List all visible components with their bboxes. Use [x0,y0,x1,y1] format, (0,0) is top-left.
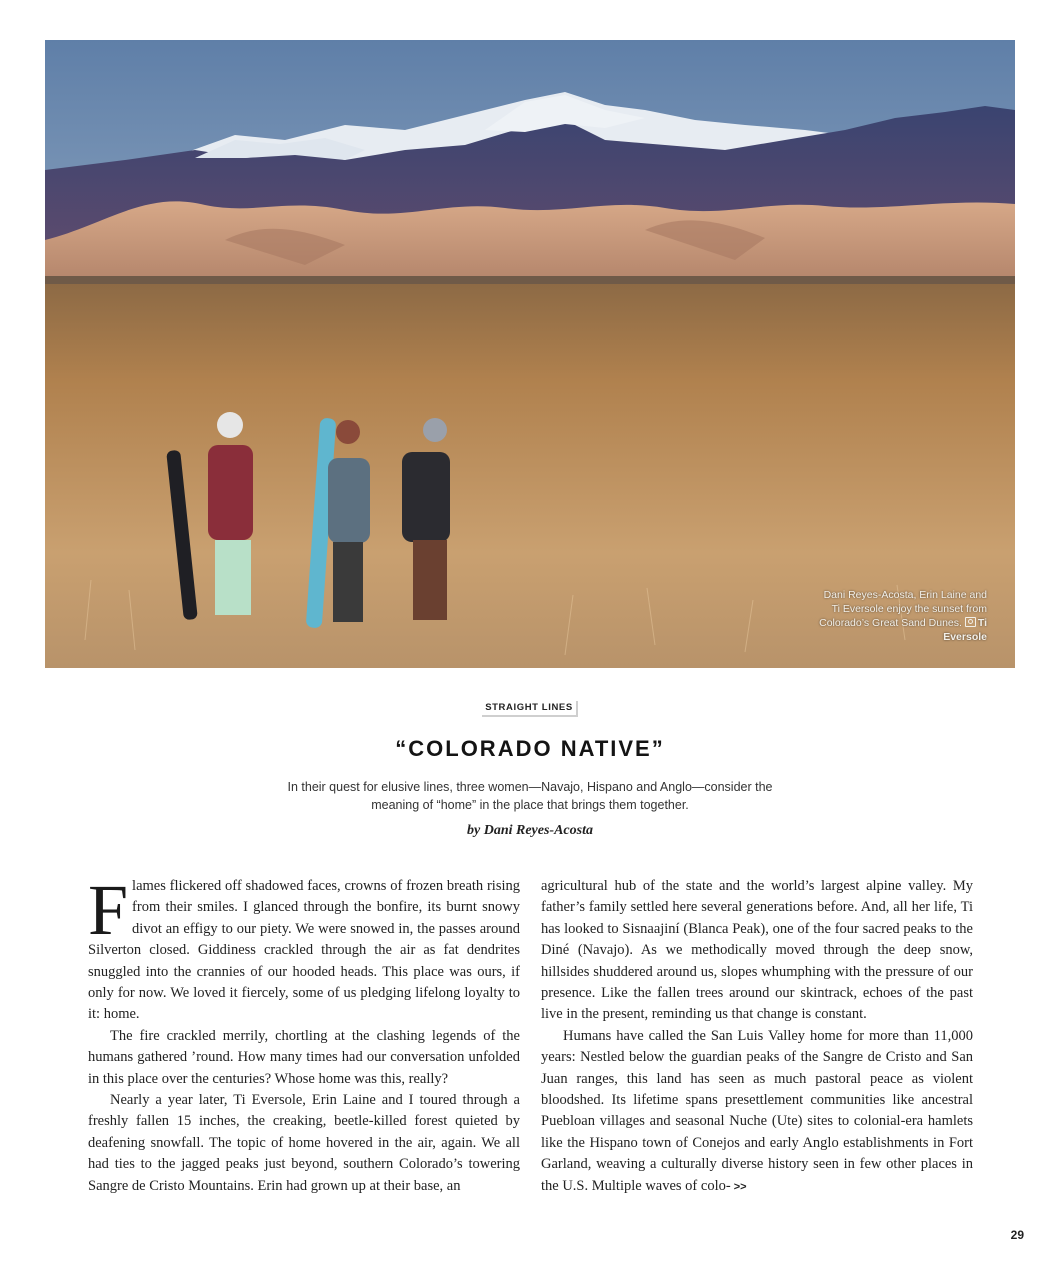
page-number: 29 [1010,1228,1024,1242]
kicker-label: STRAIGHT LINES [482,701,578,717]
paragraph-text: Humans have called the San Luis Valley home for more than 11,000 years: Nestled below the guardian peaks of the Sangre de Cristo and San Juan ranges, this land has seen as much pastoral peace as violent bloodshed. Its lifetime spans presettlement communities like ancestral Puebloan villages and seasonal Nuche (Ute) sites to colonial-era hamlets like the Hispano town of Conejos and early Anglo establishments in Fort Garland, weaving a culturally diverse history seen in few other places in the U.S. Multiple waves of colo- [541,1027,973,1194]
article-byline: by Dani Reyes-Acosta [467,823,593,838]
section-kicker [0,697,1060,717]
paragraph: agricultural hub of the state and the world’s largest alpine valley. My father’s family settled here several generations before. And, all her life, Ti has looked to Sisnaajiní (Blanca Peak), one of the four sacred peaks to the Diné (Navajo). As we methodically moved through the deep snow, hillsides shuddered around us, slopes whumphing with the pressure of our presence. Like the fallen trees around our skintrack, echoes of the past live in the present, reminding us that change is constant. [541,878,973,1023]
caption-text: Dani Reyes-Acosta, Erin Laine and Ti Eversole enjoy the sunset from Colorado’s Great Sand Dunes. [819,589,987,629]
article-dek: In their quest for elusive lines, three women—Navajo, Hispano and Anglo—consider the meaning of “home” in the place that brings them together. [287,780,773,812]
hero-photo [45,40,1015,668]
camera-icon [965,617,976,627]
body-column-1 [88,870,520,1197]
paragraph [88,870,520,1026]
paragraph [541,1026,973,1198]
body-column-2 [541,876,973,1198]
article-headline: “COLORADO NATIVE” [395,736,665,761]
photo-credit: Ti Eversole [943,617,987,643]
paragraph: The fire crackled merrily, chortling at the clashing legends of the humans gathered ’round. How many times had our conversation unfolded in this place over the centuries? Whose home was this, really? [88,1027,520,1087]
photo-caption [817,588,987,644]
continued-arrow-icon: >> [733,1180,747,1193]
paragraph-text: lames flickered off shadowed faces, crowns of frozen breath rising from their smiles. I glanced through the bonfire, its burnt snowy divot an effigy to our piety. We were snowed in, the passes around Silverton closed. Giddiness crackled through the air as fat dendrites snuggled into the crannies of our hooded heads. This place was ours, if only for now. We loved it fiercely, some of us pledging lifelong loyalty to it: home. [88,878,520,1023]
landscape-illustration [45,40,1015,668]
paragraph: Nearly a year later, Ti Eversole, Erin Laine and I toured through a freshly fallen 15 inches, the creaking, beetle-killed forest quieted by deafening snowfall. The topic of home hovered in the air, again. We all had ties to the jagged peaks just beyond, southern Colorado’s towering Sangre de Cristo Mountains. Erin had grown up at their base, an [88,1092,520,1194]
drop-cap: F [88,870,129,950]
